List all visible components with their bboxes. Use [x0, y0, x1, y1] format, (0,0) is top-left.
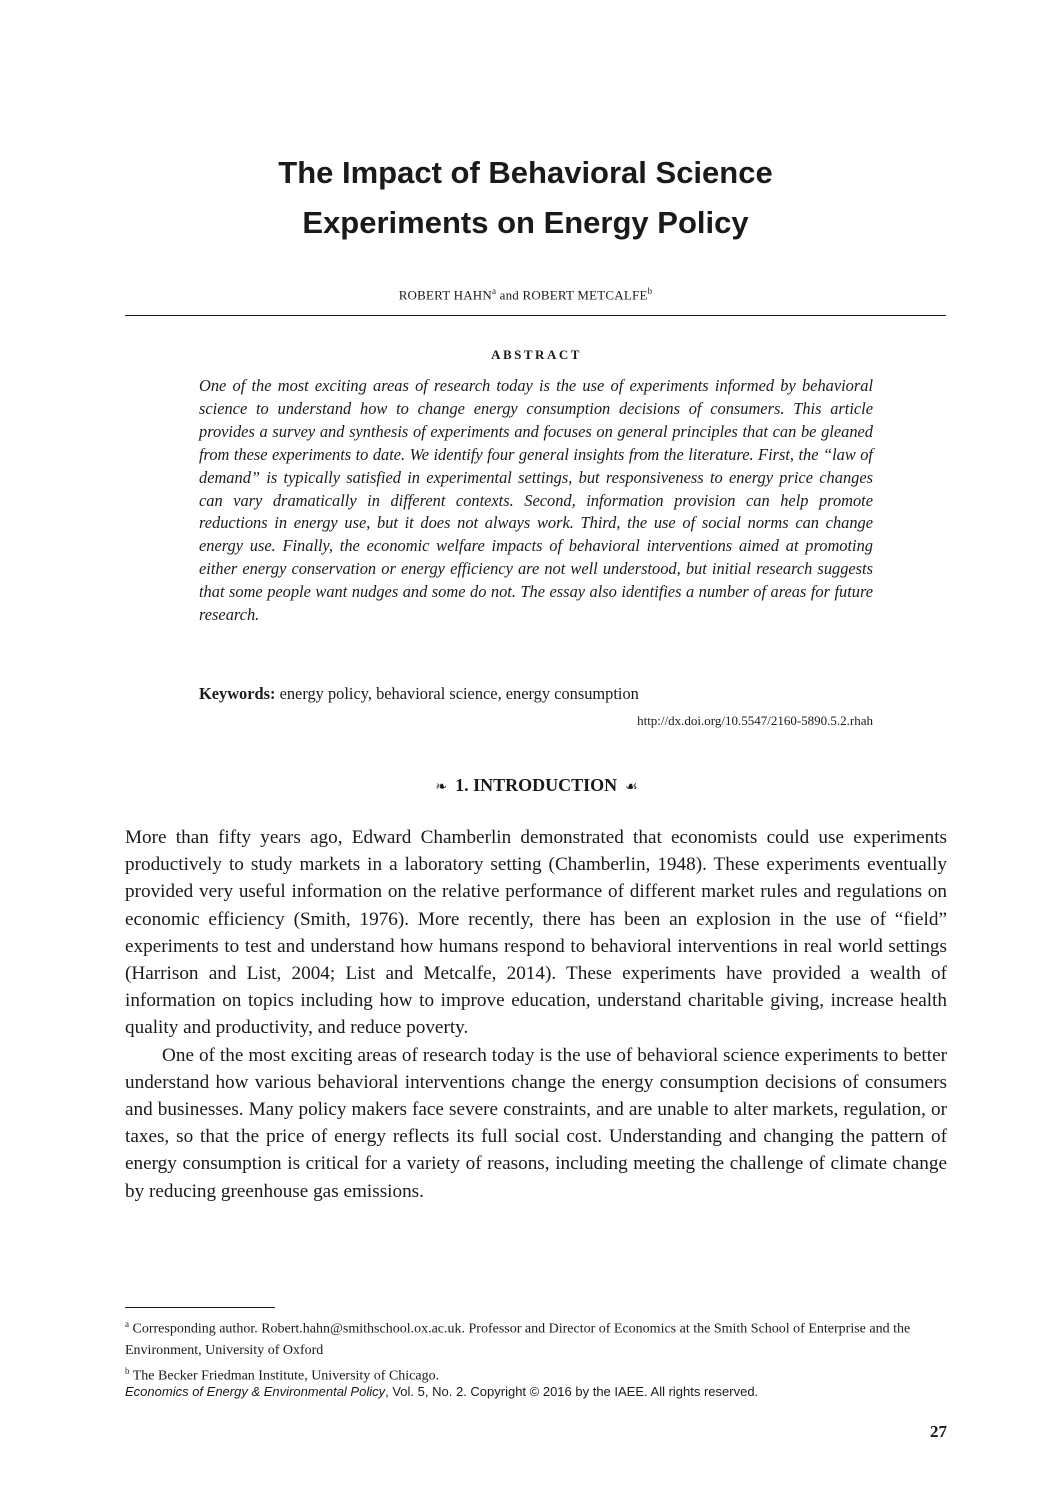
author-1-name: ROBERT HAHN — [398, 287, 492, 303]
author-2-affiliation-mark: b — [647, 286, 653, 296]
fleuron-left-icon: ❧ — [435, 780, 448, 795]
journal-details: , Vol. 5, No. 2. Copyright © 2016 by the IAEE. All rights reserved. — [385, 1384, 759, 1399]
footnote-a-mark: a — [125, 1319, 129, 1329]
footnotes — [125, 1314, 947, 1386]
journal-name: Economics of Energy & Environmental Policy — [125, 1384, 386, 1399]
abstract-heading: ABSTRACT — [491, 347, 582, 362]
body-text — [125, 824, 947, 1205]
body-paragraph-1: More than fifty years ago, Edward Chamberlin demonstrated that economists could use experiments productively to study markets in a laboratory setting (Chamberlin, 1948). These experiments eventually provided very useful information on the relative performance of different market rules and regulations on economic efficiency (Smith, 1976). More recently, there has been an explosion in the use of “field” experiments to test and understand how humans respond to behavioral interventions in real world settings (Harrison and List, 2004; List and Metcalfe, 2014). These experiments have provided a wealth of information on topics including how to improve education, understand charitable giving, increase health quality and productivity, and reduce poverty. — [125, 827, 947, 1039]
article-title — [0, 148, 1051, 248]
author-2-name: ROBERT METCALFE — [522, 287, 648, 303]
title-line-1: The Impact of Behavioral Science — [278, 155, 773, 190]
section-title: 1. INTRODUCTION — [455, 775, 618, 795]
footnote-b-mark: b — [125, 1365, 130, 1376]
keywords-line — [199, 683, 873, 705]
keywords-label: Keywords: — [199, 684, 276, 703]
footnote-divider — [125, 1307, 275, 1308]
journal-citation — [125, 1382, 947, 1402]
author-line — [0, 286, 1051, 303]
fleuron-right-icon: ☙ — [625, 780, 638, 795]
body-paragraph-2: One of the most exciting areas of research today is the use of behavioral science experiments to better understand how various behavioral interventions change the energy consumption decisions of consumers and businesses. Many policy makers face severe constraints, and are unable to alter markets, regulation, or taxes, so that the price of energy reflects its full social cost. Understanding and changing the pattern of energy consumption is critical for a variety of reasons, including meeting the challenge of climate change by reducing greenhouse gas emissions. — [125, 1044, 947, 1202]
author-joiner: and — [496, 287, 523, 303]
footnote-a — [125, 1314, 947, 1361]
footnote-b-text: The Becker Friedman Institute, University of Chicago. — [129, 1368, 440, 1384]
section-heading-introduction — [0, 775, 1051, 796]
footnote-a-text: Corresponding author. Robert.hahn@smithschool.ox.ac.uk. Professor and Director of Economics at the Smith School of Enterprise and the Environment, University of Oxford — [125, 1321, 911, 1358]
keywords-list: energy policy, behavioral science, energy consumption — [275, 684, 639, 703]
doi-link[interactable]: http://dx.doi.org/10.5547/2160-5890.5.2.rhah — [637, 713, 873, 728]
abstract-text: One of the most exciting areas of research today is the use of experiments informed by behavioral science to understand how to change energy consumption decisions of consumers. This article provides a survey and synthesis of experiments and focuses on general principles that can be gleaned from these experiments to date. We identify four general insights from the literature. First, the “law of demand” is typically satisfied in experimental settings, but responsiveness to energy price changes can vary dramatically in different contexts. Second, information provision can help promote reductions in energy use, but it does not always work. Third, the use of social norms can change energy use. Finally, the economic welfare impacts of behavioral interventions aimed at promoting either energy conservation or energy efficiency are not well understood, but initial research suggests that some people want nudges and some do not. The essay also identifies a number of areas for future research. — [199, 376, 873, 625]
header-divider — [125, 315, 946, 316]
page-number: 27 — [930, 1422, 947, 1441]
title-line-2: Experiments on Energy Policy — [302, 205, 749, 240]
author-1-affiliation-mark: a — [491, 286, 497, 296]
